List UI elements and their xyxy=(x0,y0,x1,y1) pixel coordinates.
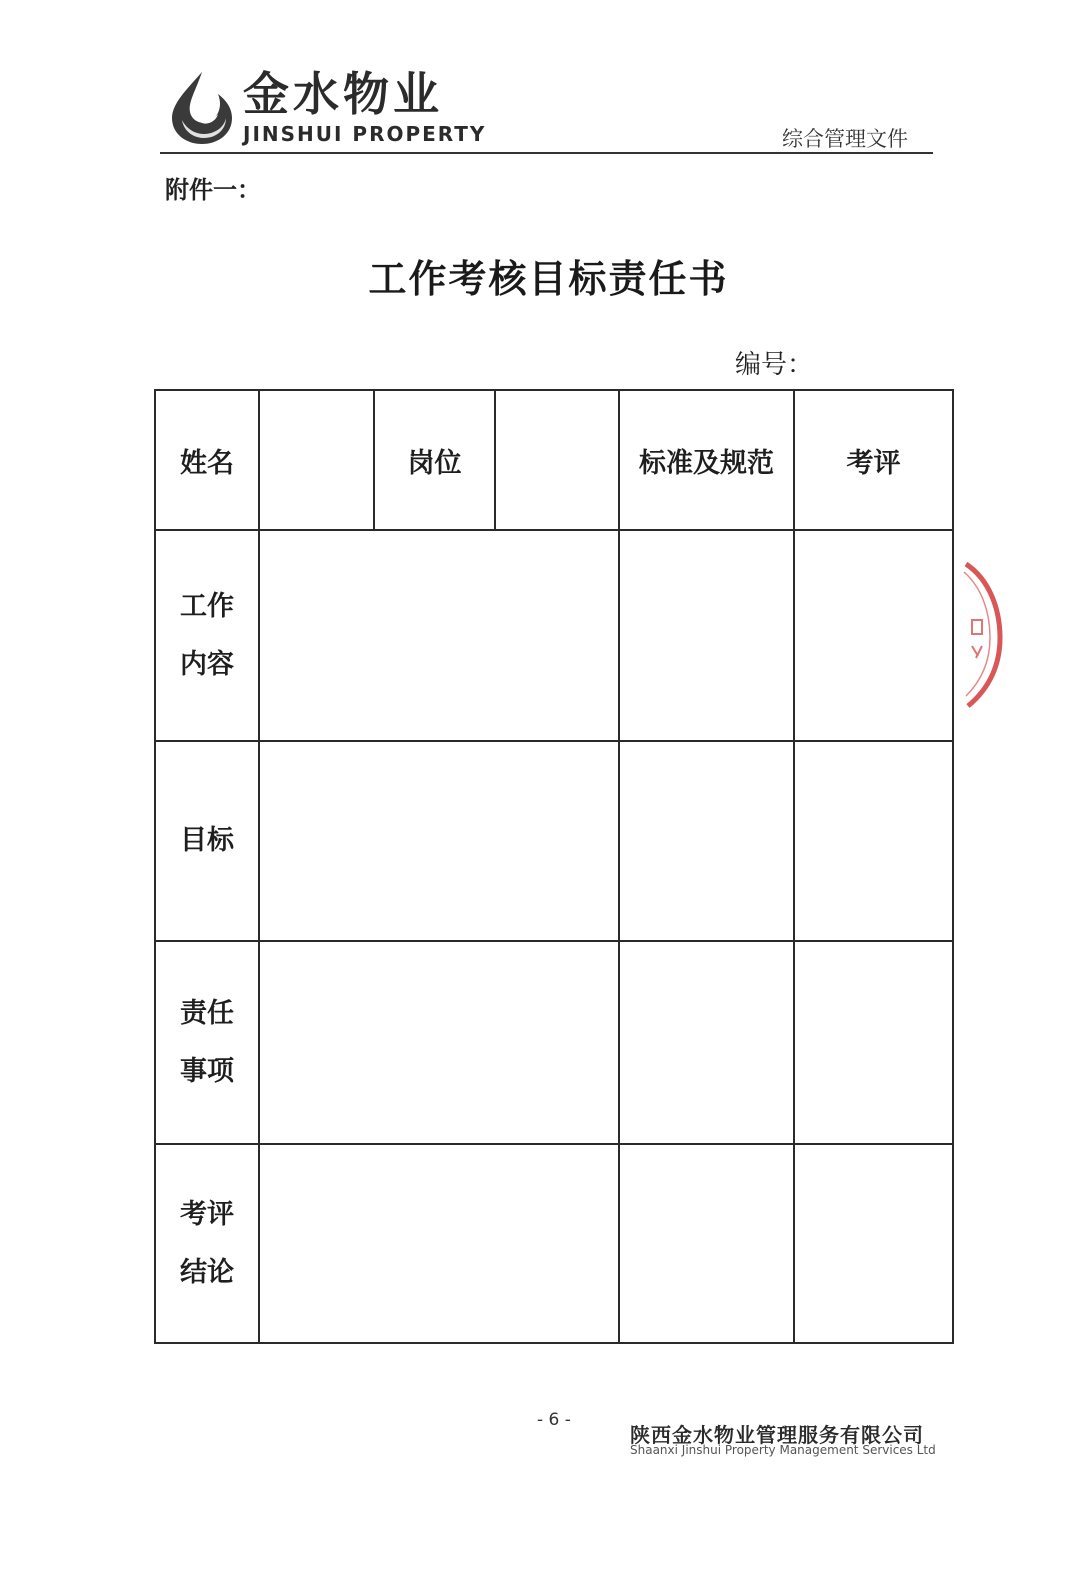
row-label-line: 责任 xyxy=(180,997,234,1029)
brand-name-english: JINSHUI PROPERTY xyxy=(243,122,487,146)
conclusion-evaluation-cell[interactable] xyxy=(794,1144,953,1343)
document-title: 工作考核目标责任书 xyxy=(368,256,729,301)
table-row xyxy=(155,741,953,941)
brand-name-chinese: 金水物业 xyxy=(243,67,443,121)
target-label-cell xyxy=(155,741,259,941)
target-standard-cell[interactable] xyxy=(619,741,794,941)
row-label-line: 内容 xyxy=(180,648,234,680)
name-input-cell[interactable] xyxy=(259,390,374,530)
position-input-cell[interactable] xyxy=(495,390,619,530)
red-seal-stamp-icon xyxy=(960,560,1005,710)
company-name-english: Shaanxi Jinshui Property Management Services Ltd xyxy=(630,1443,936,1457)
responsibility-input-cell[interactable] xyxy=(259,941,619,1144)
evaluation-label-cell xyxy=(794,390,953,530)
responsibility-standard-cell[interactable] xyxy=(619,941,794,1144)
position-label: 岗位 xyxy=(407,447,462,479)
table-header-row xyxy=(155,390,953,530)
attachment-label: 附件一： xyxy=(165,176,261,204)
header-divider xyxy=(160,152,933,154)
work-content-standard-cell[interactable] xyxy=(619,530,794,741)
name-label: 姓名 xyxy=(180,447,234,479)
serial-number-label: 编号： xyxy=(735,350,814,380)
responsibility-form-table xyxy=(154,389,954,1344)
work-content-input-cell[interactable] xyxy=(259,530,619,741)
position-label-cell xyxy=(374,390,495,530)
responsibility-evaluation-cell[interactable] xyxy=(794,941,953,1144)
row-label-line: 结论 xyxy=(180,1256,234,1288)
table-row xyxy=(155,941,953,1144)
document-type-label: 综合管理文件 xyxy=(782,127,908,151)
standard-label: 标准及规范 xyxy=(639,447,774,479)
row-label-line: 事项 xyxy=(180,1055,234,1087)
row-label-line: 工作 xyxy=(180,590,234,622)
name-label-cell xyxy=(155,390,259,530)
evaluation-label: 考评 xyxy=(846,447,901,479)
company-name-chinese: 陕西金水物业管理服务有限公司 xyxy=(630,1423,924,1447)
standard-label-cell xyxy=(619,390,794,530)
target-evaluation-cell[interactable] xyxy=(794,741,953,941)
conclusion-label-cell xyxy=(155,1144,259,1343)
responsibility-label-cell xyxy=(155,941,259,1144)
row-label-line: 考评 xyxy=(180,1198,234,1230)
work-content-evaluation-cell[interactable] xyxy=(794,530,953,741)
conclusion-input-cell[interactable] xyxy=(259,1144,619,1343)
table-row xyxy=(155,530,953,741)
conclusion-standard-cell[interactable] xyxy=(619,1144,794,1343)
company-logo-icon xyxy=(168,70,236,146)
table-row xyxy=(155,1144,953,1343)
work-content-label-cell xyxy=(155,530,259,741)
row-label-line: 目标 xyxy=(180,825,234,856)
target-input-cell[interactable] xyxy=(259,741,619,941)
page-number: - 6 - xyxy=(537,1410,571,1430)
